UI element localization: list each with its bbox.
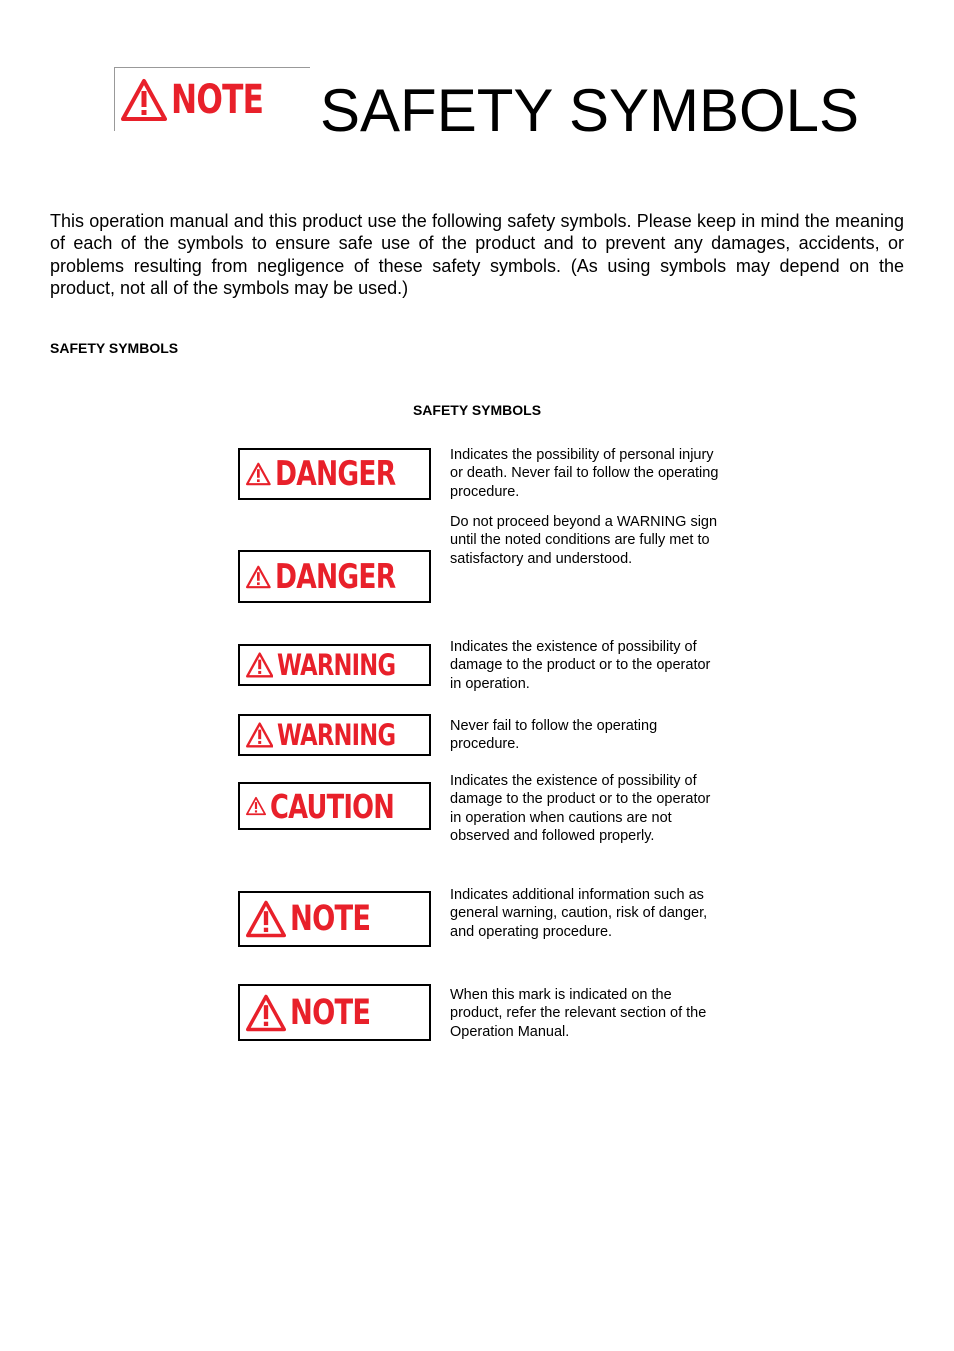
warning-triangle-icon [246, 455, 271, 493]
danger-symbol-1 [238, 448, 431, 500]
note-symbol-2 [238, 984, 431, 1041]
symbol-description: When this mark is indicated on the product, refer the relevant section of the Operation Manual. [450, 987, 707, 1040]
table-caption: SAFETY SYMBOLS [412, 402, 542, 418]
caution-symbol [238, 782, 431, 830]
header-note-logo [114, 67, 310, 131]
warning-triangle-icon [246, 719, 273, 751]
symbol-label: DANGER [274, 556, 396, 597]
symbol-label: NOTE [290, 899, 371, 939]
warning-triangle-icon [121, 78, 167, 122]
danger-symbol-2 [238, 550, 431, 603]
logo-note-label: NOTE [171, 76, 264, 123]
page-title: SAFETY SYMBOLS [320, 77, 860, 144]
warning-triangle-icon [246, 899, 286, 939]
symbol-label: DANGER [274, 454, 396, 494]
intro-paragraph: This operation manual and this product use the following safety symbols. Please keep in mind the meaning of each of the symbols to ensure safe use of the product and to prevent any damages, accidents, or problems resulting from negligence of these safety symbols. (As using symbols may depend on the product, not all of the symbols may be used.) [50, 211, 904, 298]
symbol-label: WARNING [277, 718, 396, 752]
symbol-description: Never fail to follow the operating procedure. [450, 718, 658, 753]
symbol-label: CAUTION [270, 786, 395, 826]
warning-triangle-icon [246, 788, 266, 824]
symbol-description: Indicates additional information such as general warning, caution, risk of danger, and operating procedure. [450, 887, 708, 940]
note-symbol-1 [238, 891, 431, 947]
symbol-description: Indicates the possibility of personal injury or death. Never fail to follow the operating procedure. [450, 447, 719, 500]
symbol-description: Do not proceed beyond a WARNING sign until the noted conditions are fully met to satisfactory and understood. [450, 514, 718, 567]
symbol-description: Indicates the existence of possibility of damage to the product or to the operator in operation when cautions are not observed and followed properly. [450, 773, 711, 845]
symbol-label: WARNING [277, 648, 396, 682]
warning-triangle-icon [246, 649, 273, 681]
symbol-description: Indicates the existence of possibility of damage to the product or to the operator in operation. [450, 639, 711, 692]
warning-triangle-icon [246, 558, 271, 596]
warning-triangle-icon [246, 993, 286, 1033]
warning-symbol-1 [238, 644, 431, 686]
symbol-label: NOTE [290, 992, 371, 1033]
section-heading: SAFETY SYMBOLS [50, 340, 179, 356]
warning-symbol-2 [238, 714, 431, 756]
